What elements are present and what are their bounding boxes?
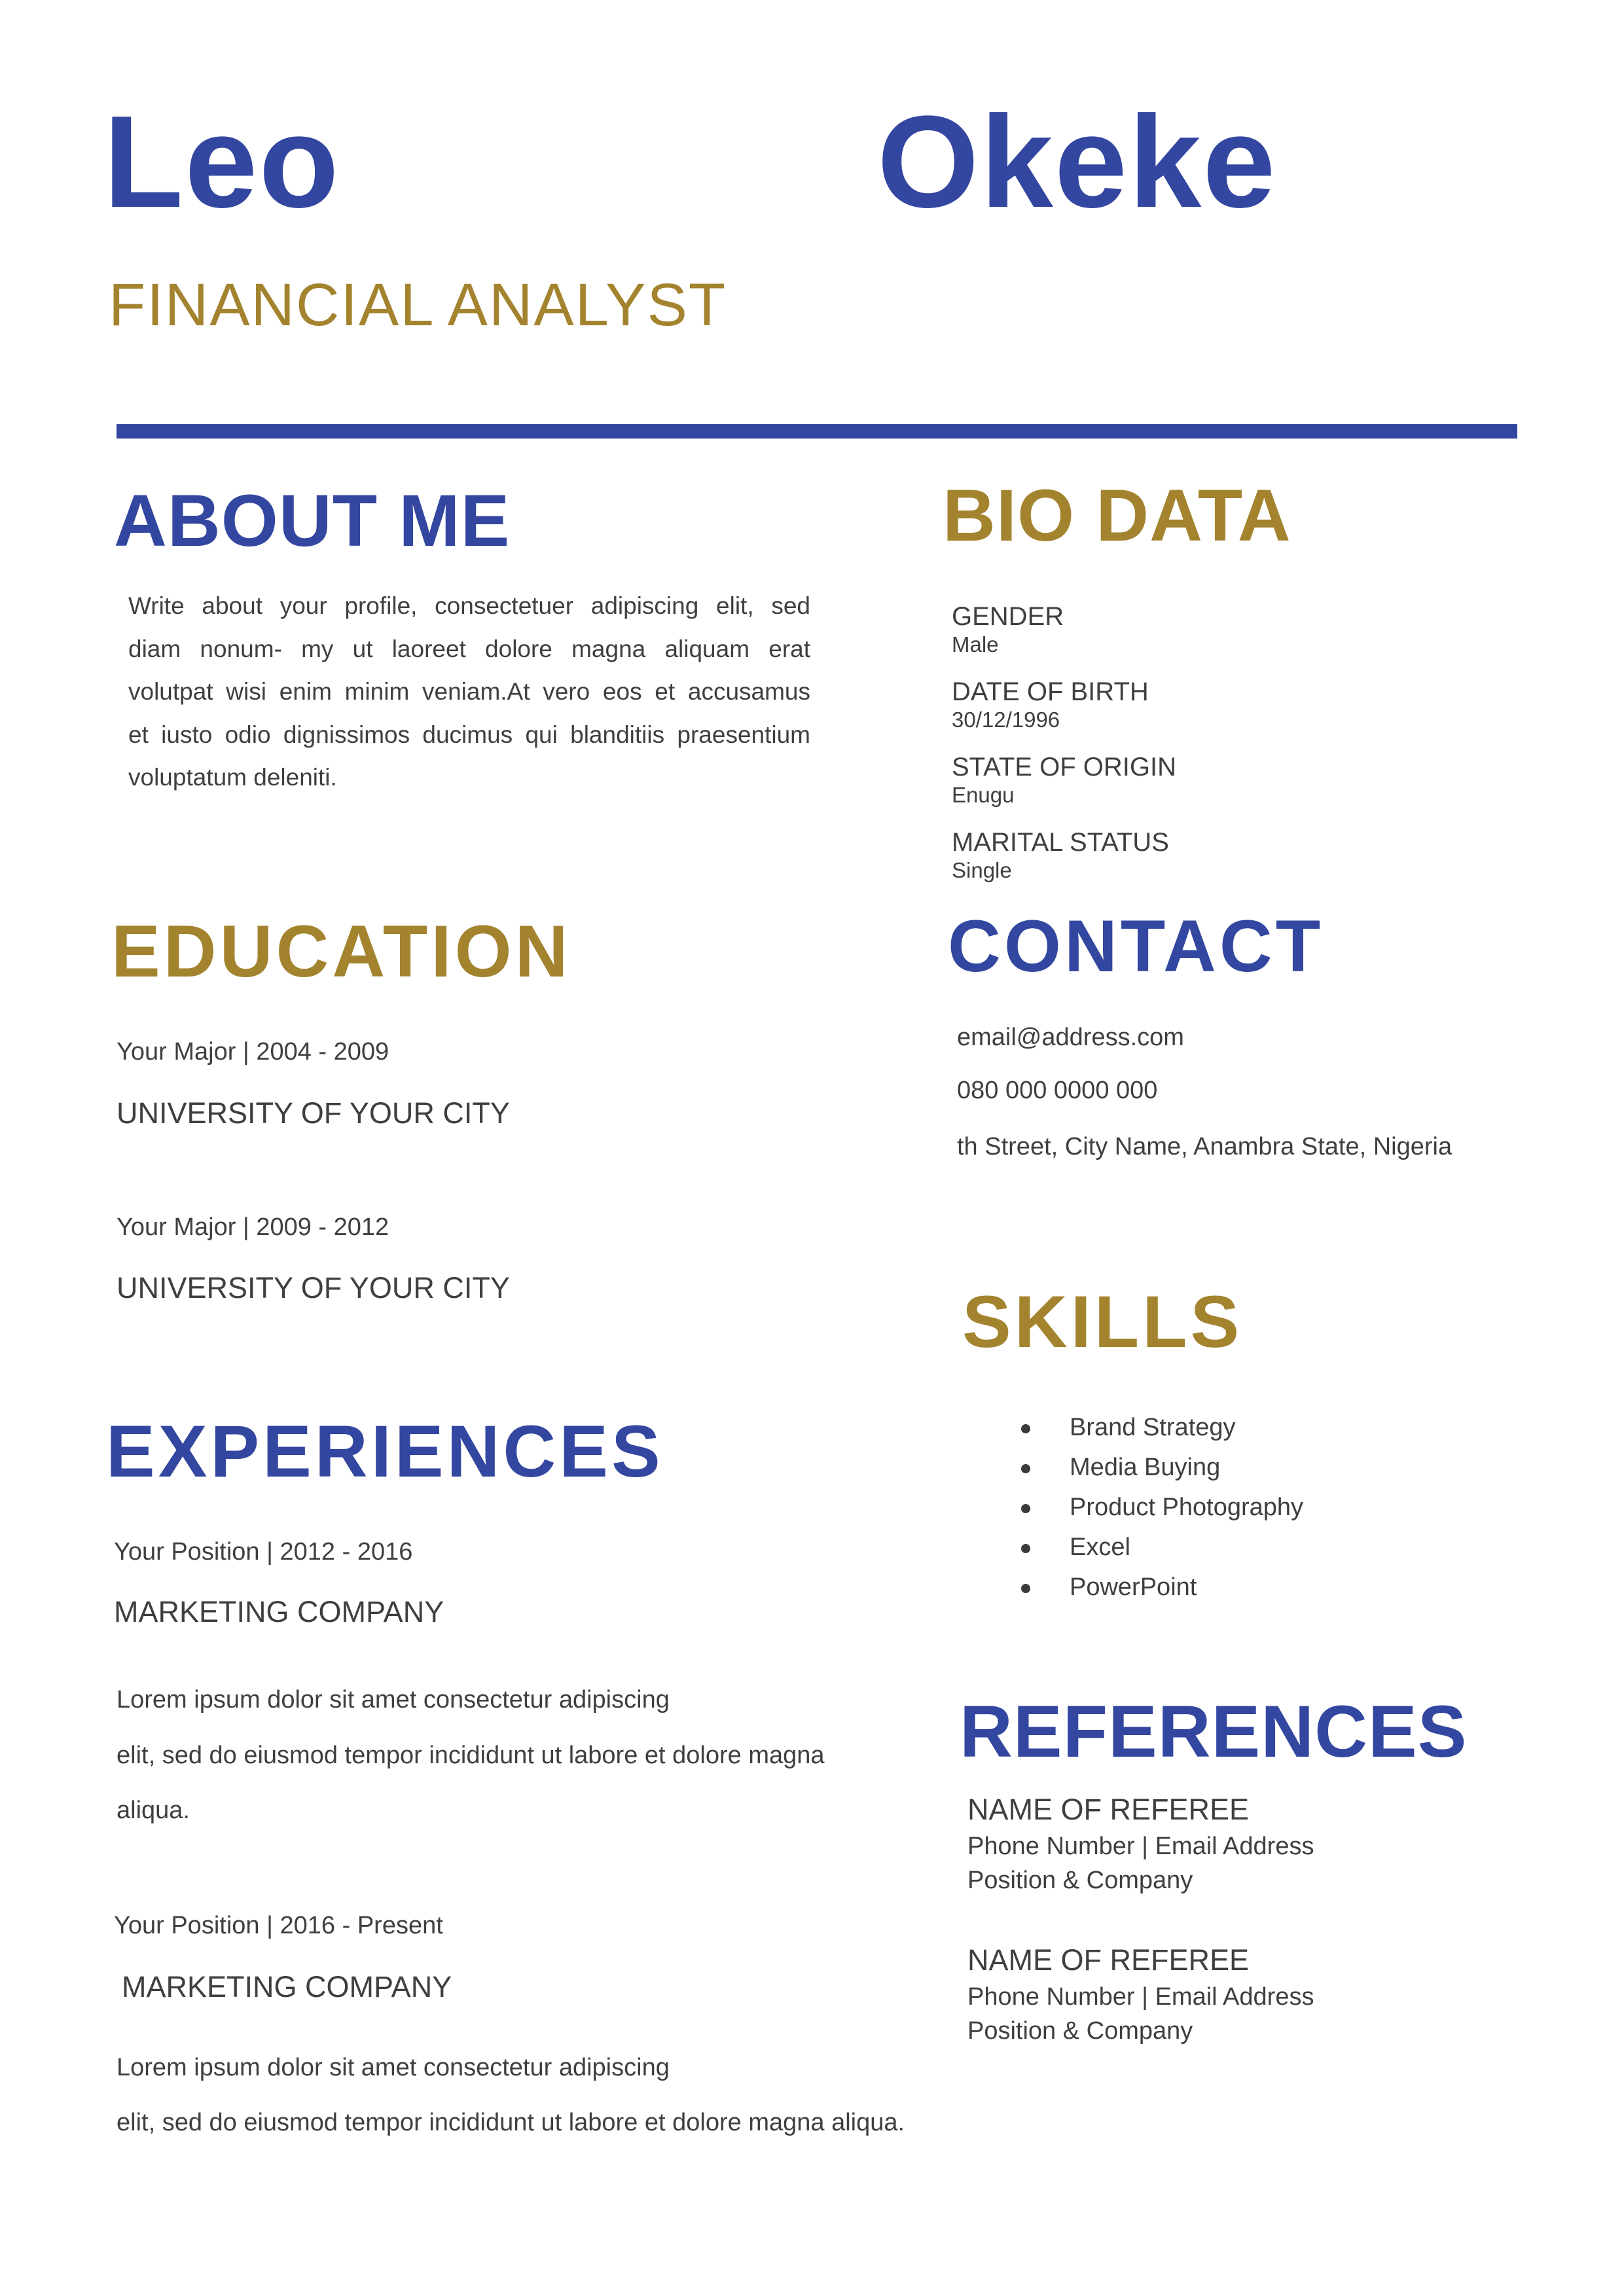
experience-desc-line: Lorem ipsum dolor sit amet consectetur adipiscing	[117, 2054, 670, 2081]
referee-name: NAME OF REFEREE	[967, 1793, 1250, 1826]
experience-company: MARKETING COMPANY	[114, 1595, 444, 1628]
bio-item-gender	[952, 603, 1064, 655]
experience-company: MARKETING COMPANY	[122, 1970, 452, 2003]
bio-label: GENDER	[952, 602, 1064, 631]
header-divider	[117, 424, 1517, 439]
bullet-icon	[1021, 1504, 1030, 1513]
experience-desc-line: aliqua.	[117, 1797, 190, 1824]
referee-position: Position & Company	[967, 1867, 1193, 1894]
experience-meta: Your Position | 2012 - 2016	[114, 1538, 413, 1566]
bio-label: STATE OF ORIGIN	[952, 753, 1176, 781]
skill-label: Media Buying	[1070, 1454, 1221, 1481]
experiences-heading: EXPERIENCES	[106, 1410, 664, 1492]
skill-label: Excel	[1070, 1534, 1130, 1561]
bio-label: MARITAL STATUS	[952, 828, 1169, 857]
about-heading: ABOUT ME	[114, 480, 511, 562]
experience-desc-line: elit, sed do eiusmod tempor incididunt ut labore et dolore magna aliqua.	[117, 2109, 905, 2136]
skill-label: Product Photography	[1070, 1494, 1304, 1521]
skills-heading: SKILLS	[962, 1281, 1243, 1363]
contact-email: email@address.com	[957, 1024, 1184, 1051]
bio-item-marital	[952, 829, 1169, 881]
bio-value: 30/12/1996	[952, 708, 1060, 732]
about-paragraph	[128, 584, 810, 799]
bio-item-origin	[952, 754, 1176, 806]
about-line: voluptatum deleniti.	[128, 764, 337, 791]
references-heading: REFERENCES	[960, 1691, 1468, 1772]
education-heading: EDUCATION	[111, 910, 571, 992]
bullet-icon	[1021, 1424, 1030, 1433]
skill-label: PowerPoint	[1070, 1573, 1197, 1601]
referee-contact: Phone Number | Email Address	[967, 1983, 1314, 2011]
bio-value: Enugu	[952, 783, 1015, 807]
first-name: Leo	[103, 89, 340, 235]
contact-heading: CONTACT	[948, 905, 1324, 987]
bullet-icon	[1021, 1464, 1030, 1473]
education-school: UNIVERSITY OF YOUR CITY	[117, 1271, 510, 1304]
referee-position: Position & Company	[967, 2017, 1193, 2045]
referee-contact: Phone Number | Email Address	[967, 1833, 1314, 1860]
education-meta: Your Major | 2009 - 2012	[117, 1213, 389, 1241]
bio-heading: BIO DATA	[943, 475, 1291, 556]
experience-meta: Your Position | 2016 - Present	[114, 1912, 443, 1939]
skill-label: Brand Strategy	[1070, 1414, 1236, 1441]
bio-label: DATE OF BIRTH	[952, 677, 1149, 706]
contact-address: th Street, City Name, Anambra State, Nigeria	[957, 1133, 1453, 1160]
about-line: et iusto odio dignissimos ducimus qui blanditiis praesentium	[128, 721, 810, 748]
about-line: volutpat wisi enim minim veniam.At vero eos et accusamus	[128, 678, 810, 705]
education-school: UNIVERSITY OF YOUR CITY	[117, 1096, 510, 1130]
experience-desc-line: elit, sed do eiusmod tempor incididunt ut labore et dolore magna	[117, 1742, 825, 1769]
referee-name: NAME OF REFEREE	[967, 1943, 1250, 1977]
bio-value: Male	[952, 632, 999, 656]
experience-desc-line: Lorem ipsum dolor sit amet consectetur adipiscing	[117, 1686, 670, 1713]
bullet-icon	[1021, 1584, 1030, 1593]
bio-value: Single	[952, 858, 1012, 882]
education-meta: Your Major | 2004 - 2009	[117, 1038, 389, 1066]
bullet-icon	[1021, 1544, 1030, 1553]
about-line: diam nonum- my ut laoreet dolore magna aliquam erat	[128, 635, 810, 662]
bio-item-dob	[952, 679, 1149, 730]
last-name: Okeke	[877, 89, 1277, 235]
about-line: Write about your profile, consectetuer adipiscing elit, sed	[128, 592, 810, 619]
contact-phone: 080 000 0000 000	[957, 1077, 1158, 1104]
job-title: FINANCIAL ANALYST	[109, 272, 727, 338]
